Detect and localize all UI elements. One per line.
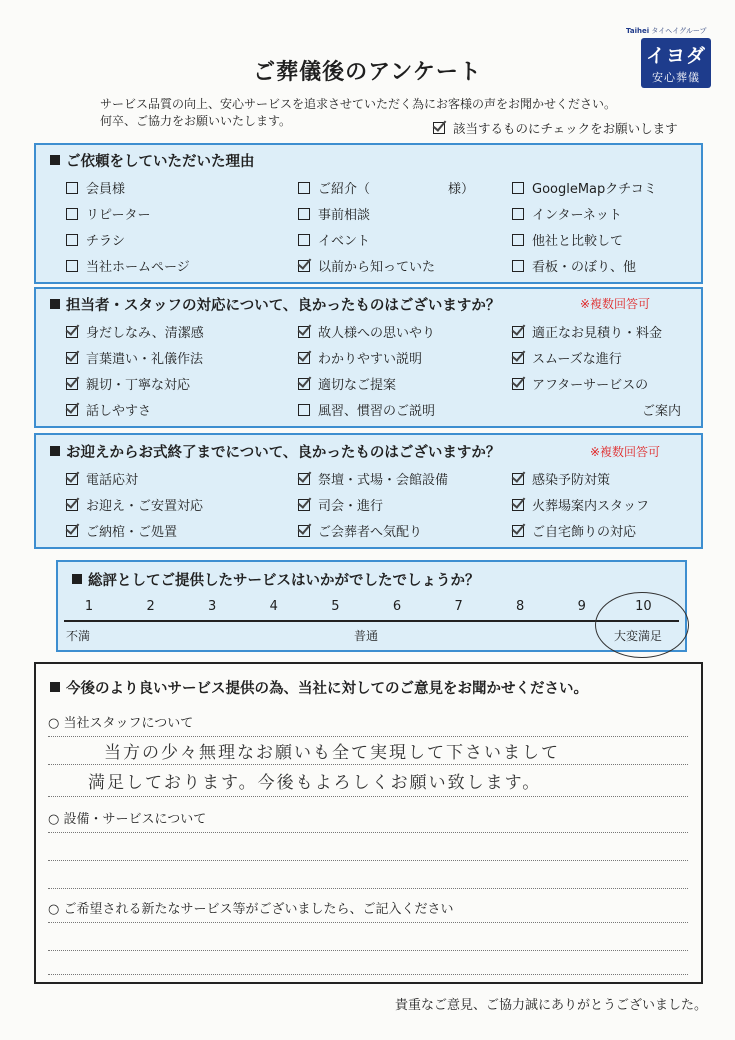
checkbox-icon[interactable] [66, 234, 78, 246]
checkbox-label: GoogleMapクチコミ [532, 182, 657, 197]
checked-box-icon[interactable] [298, 525, 310, 537]
checked-box-icon[interactable] [66, 378, 78, 390]
checkbox-label: 電話応対 [86, 473, 139, 488]
checkbox-item[interactable] [298, 348, 422, 367]
answer-line [48, 922, 688, 923]
section-comments-title: 今後のより良いサービス提供の為、当社に対してのご意見をお聞かせください。 [50, 677, 588, 698]
checkbox-icon[interactable] [512, 260, 524, 272]
checkbox-item[interactable] [66, 400, 151, 419]
checkbox-icon[interactable] [298, 208, 310, 220]
checkbox-label: 感染予防対策 [532, 473, 611, 488]
checkbox-label: 火葬場案内スタッフ [532, 499, 650, 514]
checkbox-icon[interactable] [512, 208, 524, 220]
checkbox-item[interactable] [642, 400, 681, 419]
checkbox-label: お迎え・ご安置対応 [86, 499, 204, 514]
checkbox-item[interactable] [66, 469, 138, 488]
checkbox-icon[interactable] [298, 182, 310, 194]
checked-box-icon[interactable] [66, 404, 78, 416]
handwritten-answer-line1: 当方の少々無理なお願いも全て実現して下さいまして [104, 743, 560, 763]
checked-box-icon[interactable] [66, 326, 78, 338]
section-staff-title: 担当者・スタッフの対応について、良かったものはございますか？ [50, 294, 500, 315]
checkbox-item[interactable] [512, 204, 622, 223]
section-ceremony-title: お迎えからお式終了までについて、良かったものはございますか？ [50, 441, 500, 462]
checkbox-label: 祭壇・式場・会館設備 [318, 473, 449, 488]
checkbox-label: 司会・進行 [318, 499, 384, 514]
answer-line [48, 974, 688, 975]
checkbox-item[interactable] [512, 521, 636, 540]
checkbox-label: 看板・のぼり、他 [532, 260, 637, 275]
checkbox-item[interactable] [66, 521, 177, 540]
section-reasons-title: ご依頼をしていただいた理由 [50, 150, 255, 171]
rating-high-label: 大変満足 [614, 629, 663, 643]
checkbox-label: 親切・丁寧な対応 [86, 378, 191, 393]
checkbox-item[interactable] [512, 322, 662, 341]
checkbox-icon[interactable] [66, 182, 78, 194]
intro-line2: 何卒、ご協力をお願いいたします。 [100, 114, 292, 128]
answer-line [48, 860, 688, 861]
checkbox-icon[interactable] [512, 182, 524, 194]
answer-line [48, 950, 688, 951]
checkbox-label: 話しやすさ [86, 404, 152, 419]
checkbox-label: スムーズな進行 [532, 352, 622, 367]
checkbox-label: インターネット [532, 208, 622, 223]
checkbox-label: ご自宅飾りの対応 [532, 525, 637, 540]
answer-line [48, 736, 688, 737]
checked-box-icon[interactable] [298, 260, 310, 272]
rating-option[interactable]: 4 [269, 599, 278, 614]
rating-option[interactable]: 2 [146, 599, 155, 614]
checkbox-icon[interactable] [298, 234, 310, 246]
checkbox-item[interactable] [66, 230, 125, 249]
intro-line1: サービス品質の向上、安心サービスを追求させていただく為にお客様の声をお聞かせください。 [100, 97, 617, 111]
footer-thanks: 貴重なご意見、ご協力誠にありがとうございました。 [394, 998, 707, 1013]
checkbox-label: ご紹介（ 様） [318, 182, 475, 197]
checkbox-label: 当社ホームページ [86, 260, 190, 275]
checkbox-label: 故人様への思いやり [318, 326, 436, 341]
check-note [433, 119, 678, 137]
checked-box-icon[interactable] [66, 352, 78, 364]
check-example-icon [433, 122, 445, 134]
checked-box-icon[interactable] [512, 525, 524, 537]
rating-option[interactable]: 9 [577, 599, 586, 614]
rating-selected-circle [595, 592, 689, 658]
checkbox-icon[interactable] [298, 404, 310, 416]
question-staff: ○ 当社スタッフについて [48, 716, 194, 731]
checkbox-label: アフターサービスの [532, 378, 649, 393]
checked-box-icon[interactable] [298, 378, 310, 390]
checkbox-label: ご案内 [642, 404, 682, 419]
handwritten-answer-line2: 満足しております。今後もよろしくお願い致します。 [88, 773, 542, 793]
rating-option[interactable]: 10 [635, 599, 652, 614]
checkbox-item[interactable] [298, 204, 370, 223]
checkbox-item[interactable] [512, 256, 636, 275]
checkbox-item[interactable] [298, 230, 370, 249]
question-facilities: ○ 設備・サービスについて [48, 812, 207, 827]
question-new-services: ○ ご希望される新たなサービス等がございましたら、ご記入ください [48, 902, 454, 917]
checked-box-icon[interactable] [298, 473, 310, 485]
checkbox-item[interactable] [66, 374, 190, 393]
checkbox-label: チラシ [86, 234, 126, 249]
checkbox-item[interactable] [66, 204, 150, 223]
checked-box-icon[interactable] [512, 352, 524, 364]
checked-box-icon[interactable] [512, 378, 524, 390]
rating-option[interactable]: 7 [454, 599, 463, 614]
checkbox-item[interactable] [66, 178, 125, 197]
checkbox-label: 風習、慣習のご説明 [318, 404, 436, 419]
checkbox-item[interactable] [66, 495, 203, 514]
checkbox-label: 他社と比較して [532, 234, 624, 249]
rating-option[interactable]: 8 [516, 599, 525, 614]
checkbox-item[interactable] [298, 521, 422, 540]
checkbox-icon[interactable] [66, 208, 78, 220]
checkbox-item[interactable] [512, 348, 622, 367]
logo-line2: 安心葬儀 [652, 71, 700, 84]
answer-line [48, 888, 688, 889]
checkbox-item[interactable] [298, 322, 435, 341]
brand-group-label: Taihei タイヘイグループ [626, 27, 707, 35]
checkbox-label: 適切なご提案 [318, 378, 397, 393]
checked-box-icon[interactable] [298, 499, 310, 511]
rating-scale-line [64, 620, 679, 622]
checked-box-icon[interactable] [512, 499, 524, 511]
checkbox-item[interactable] [512, 469, 610, 488]
checkbox-label: 身だしなみ、清潔感 [86, 326, 204, 341]
checkbox-label: ご納棺・ご処置 [86, 525, 178, 540]
checkbox-label: わかりやすい説明 [318, 352, 423, 367]
checkbox-label: 適正なお見積り・料金 [532, 326, 663, 341]
checkbox-item[interactable] [66, 256, 190, 275]
checkbox-item[interactable] [298, 469, 448, 488]
rating-option[interactable]: 6 [392, 599, 402, 614]
checkbox-item[interactable] [512, 495, 649, 514]
checkbox-item[interactable] [298, 256, 435, 275]
answer-line [48, 832, 688, 833]
rating-option[interactable]: 5 [331, 599, 340, 614]
rating-option[interactable]: 1 [84, 599, 94, 614]
checkbox-label: ご会葬者へ気配り [318, 525, 423, 540]
checkbox-item[interactable] [298, 400, 435, 419]
checkbox-item[interactable] [298, 495, 383, 514]
checkbox-label: 事前相談 [318, 208, 371, 223]
checked-box-icon[interactable] [512, 473, 524, 485]
rating-low-label: 不満 [66, 629, 91, 643]
checkbox-label: 言葉遣い・礼儀作法 [86, 352, 204, 367]
checked-box-icon[interactable] [298, 352, 310, 364]
checked-box-icon[interactable] [66, 473, 78, 485]
section-ceremony-multi-note: ※複数回答可 [590, 445, 661, 459]
checkbox-item[interactable] [66, 322, 204, 341]
checkbox-label: 以前から知っていた [318, 260, 436, 275]
checkbox-icon[interactable] [66, 260, 78, 272]
checkbox-item[interactable] [512, 374, 648, 393]
checkbox-item[interactable] [66, 348, 203, 367]
checkbox-item[interactable] [512, 178, 657, 197]
checkbox-label: 会員様 [86, 182, 126, 197]
checked-box-icon[interactable] [66, 525, 78, 537]
answer-line [48, 764, 688, 765]
answer-line [48, 796, 688, 797]
check-note-text: 該当するものにチェックをお願いします [453, 121, 678, 136]
checked-box-icon[interactable] [512, 326, 524, 338]
checkbox-item[interactable] [512, 230, 623, 249]
checked-box-icon[interactable] [66, 499, 78, 511]
checkbox-label: イベント [318, 234, 371, 249]
checkbox-icon[interactable] [512, 234, 524, 246]
checkbox-item[interactable] [298, 374, 396, 393]
logo-line1: イヨダ [645, 45, 706, 67]
checkbox-item[interactable] [298, 178, 474, 197]
rating-mid-label: 普通 [354, 629, 379, 643]
page-title: ご葬儀後のアンケート [253, 60, 482, 85]
checkbox-label: リピーター [86, 208, 151, 223]
rating-option[interactable]: 3 [208, 599, 217, 614]
section-rating-title: 総評としてご提供したサービスはいかがでしたでしょうか？ [72, 569, 480, 590]
section-staff-multi-note: ※複数回答可 [580, 297, 651, 311]
checked-box-icon[interactable] [298, 326, 310, 338]
